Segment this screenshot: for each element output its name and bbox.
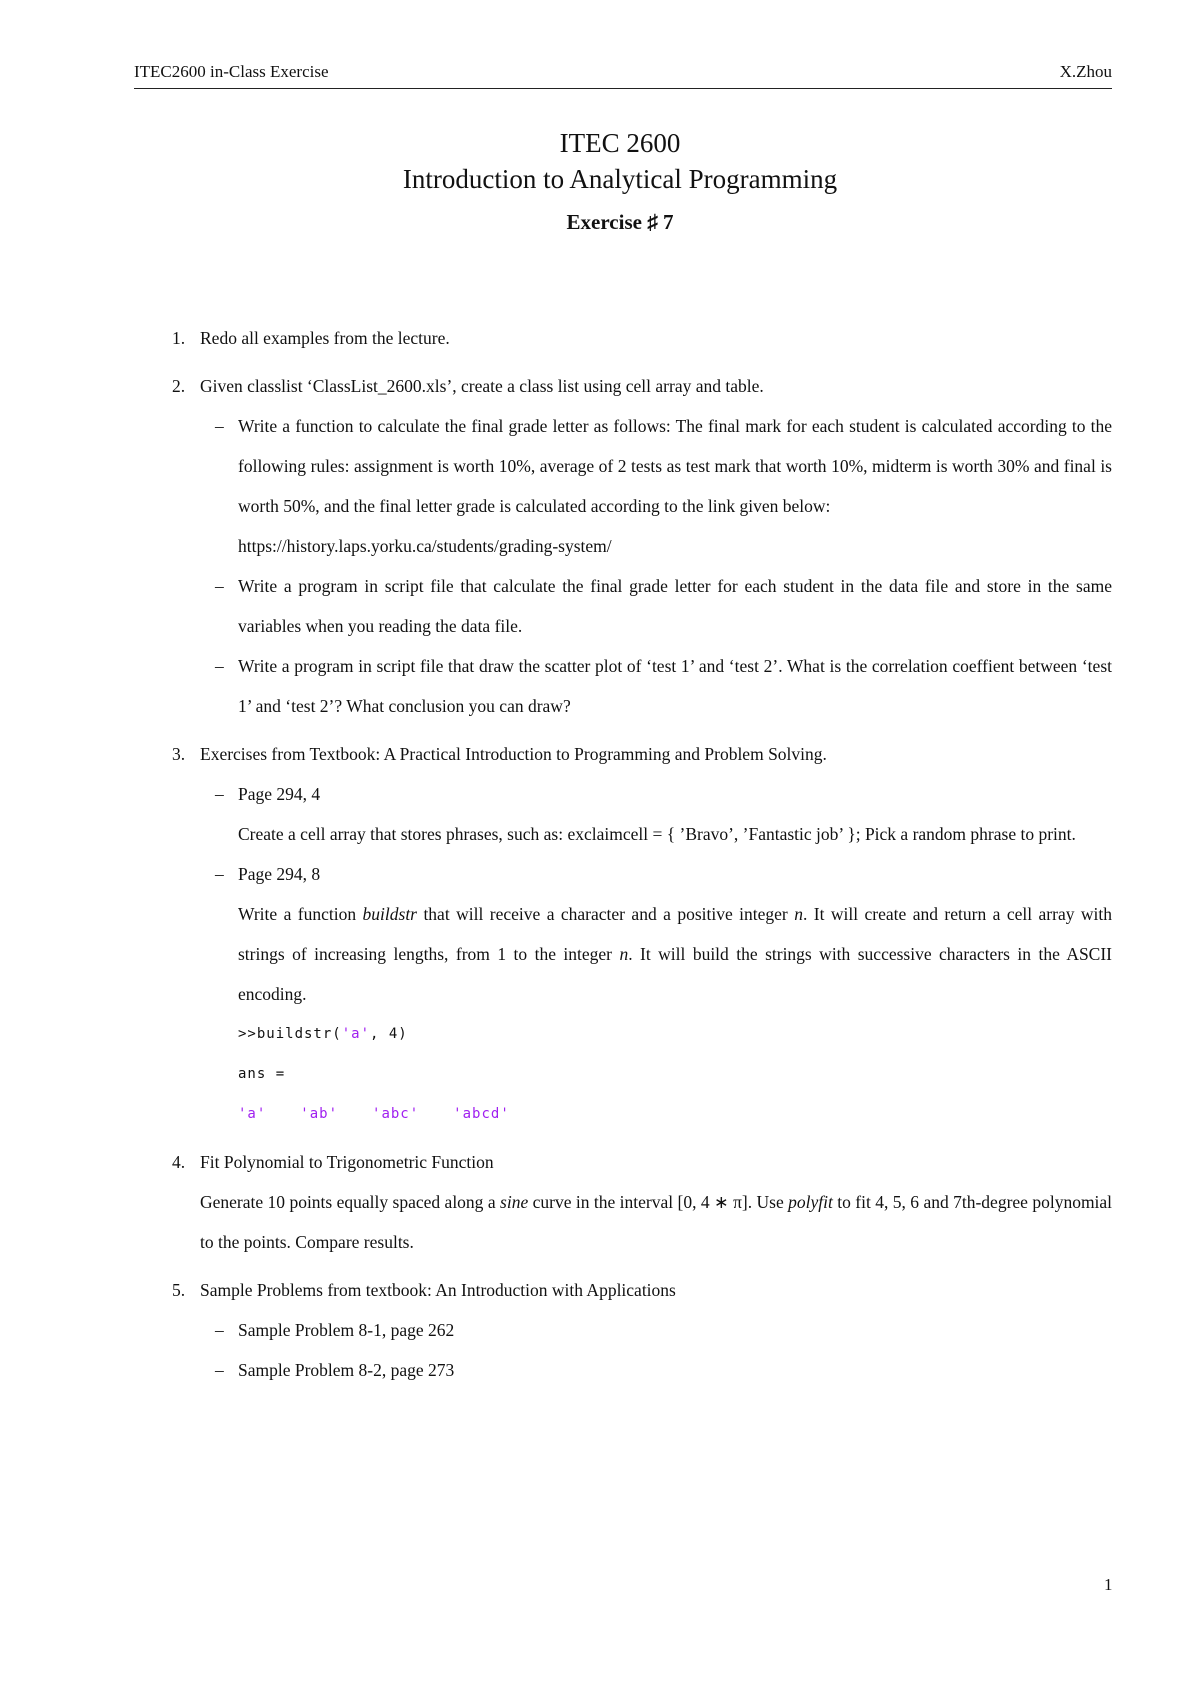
sub-item-text: Write a program in script file that draw the scatter plot of ‘test 1’ and ‘test 2’. What is the correlation coeffient between ‘test 1’ and ‘test 2’? What conclusion you can draw?: [238, 656, 1112, 716]
function-name: polyfit: [788, 1192, 833, 1212]
dash-bullet: –: [215, 656, 224, 676]
course-code: ITEC 2600: [559, 128, 681, 158]
code-call: >>buildstr('a', 4): [238, 1026, 408, 1042]
header-author: X.Zhou: [1059, 62, 1112, 81]
title-block: [0, 125, 1200, 237]
exercise-number: Exercise ♯ 7: [566, 210, 674, 234]
code-output: 'a' 'ab' 'abc' 'abcd': [238, 1106, 510, 1122]
code-ans: ans =: [238, 1066, 286, 1082]
item-number: 5.: [172, 1280, 186, 1300]
list-item: [172, 1270, 1112, 1390]
item-text: Exercises from Textbook: A Practical Introduction to Programming and Problem Solving.: [200, 744, 827, 764]
page-number: 1: [1104, 1575, 1113, 1594]
item-number: 1.: [172, 328, 186, 348]
list-item: [172, 318, 1112, 358]
sub-item: [172, 406, 1112, 566]
sub-item-text: Create a cell array that stores phrases, such as: exclaimcell = { ’Bravo’, ’Fantastic job’ }; Pick a random phrase to print.: [238, 824, 1076, 844]
sub-item: [172, 854, 1112, 1134]
grading-link[interactable]: https://history.laps.yorku.ca/students/grading-system/: [238, 536, 612, 556]
item-text: Given classlist ‘ClassList_2600.xls’, create a class list using cell array and table.: [200, 376, 764, 396]
course-title: Introduction to Analytical Programming: [402, 164, 838, 194]
sub-item-text: Sample Problem 8-2, page 273: [238, 1360, 455, 1380]
sub-item: [172, 774, 1112, 854]
function-name: buildstr: [362, 904, 417, 924]
dash-bullet: –: [215, 1360, 224, 1380]
sub-item: [172, 1310, 1112, 1350]
item-text: Redo all examples from the lecture.: [200, 328, 450, 348]
item-number: 3.: [172, 744, 186, 764]
sub-item: [172, 1350, 1112, 1390]
dash-bullet: –: [215, 784, 224, 804]
item-text: Sample Problems from textbook: An Introduction with Applications: [200, 1280, 676, 1300]
sub-item-text: Write a program in script file that calculate the final grade letter for each student in the data file and store in the same variables when you reading the data file.: [238, 576, 1112, 636]
sub-item-text: Write a function buildstr that will receive a character and a positive integer n. It will create and return a cell array with strings of increasing lengths, from 1 to the integer n. It will build the strings with successive characters in the ASCII encoding.: [238, 904, 1113, 1004]
running-header: [134, 60, 1112, 89]
sub-item-text: Write a function to calculate the final grade letter as follows: The final mark for each student is calculated according to the following rules: assignment is worth 10%, average of 2 tests as test mark that worth 10%, midterm is worth 30% and final is worth 50%, and the final letter grade is calculated according to the link given below:: [238, 416, 1112, 516]
header-course: ITEC2600 in-Class Exercise: [134, 62, 329, 81]
item-text: Fit Polynomial to Trigonometric Function: [200, 1152, 494, 1172]
dash-bullet: –: [215, 416, 224, 436]
sub-item-text: Sample Problem 8-1, page 262: [238, 1320, 455, 1340]
sub-item: [172, 646, 1112, 726]
item-number: 2.: [172, 376, 186, 396]
sub-item: [172, 566, 1112, 646]
sub-item-heading: Page 294, 4: [238, 784, 321, 804]
list-item: [172, 366, 1112, 726]
sub-item-heading: Page 294, 8: [238, 864, 321, 884]
item-paragraph: Generate 10 points equally spaced along a sine curve in the interval [0, 4 ∗ π]. Use polyfit to fit 4, 5, 6 and 7th-degree polynomial to the points. Compare results.: [200, 1192, 1113, 1252]
dash-bullet: –: [215, 864, 224, 884]
item-number: 4.: [172, 1152, 186, 1172]
exercise-list: [172, 318, 1112, 1398]
dash-bullet: –: [215, 576, 224, 596]
list-item: [172, 1142, 1112, 1262]
dash-bullet: –: [215, 1320, 224, 1340]
list-item: [172, 734, 1112, 1134]
